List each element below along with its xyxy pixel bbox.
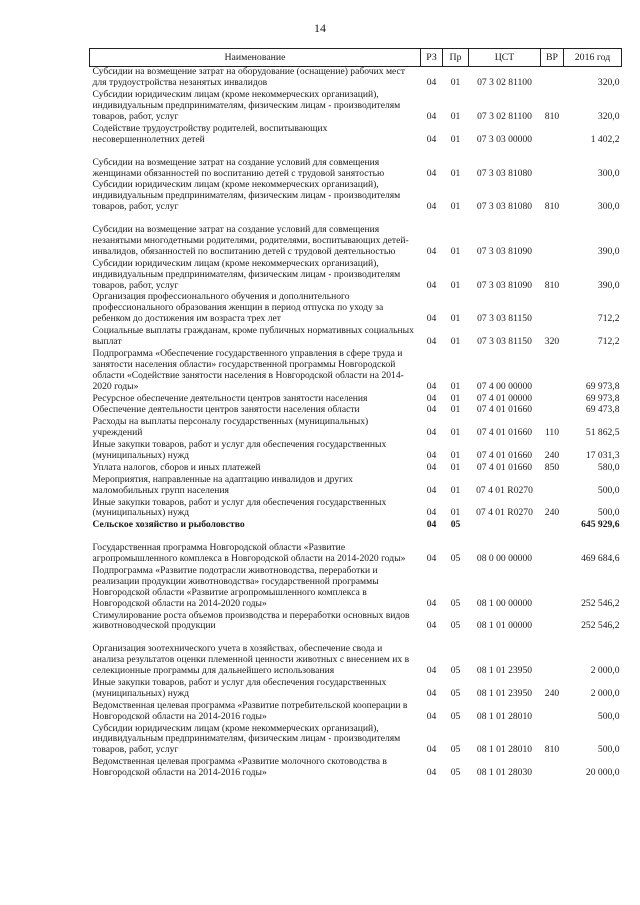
row-cst: 07 3 03 81080 (476, 167, 533, 179)
table-row (90, 416, 622, 439)
row-vr: 320 (544, 336, 560, 348)
row-rz: 04 (426, 484, 437, 496)
row-pr: 01 (450, 461, 461, 473)
row-cst: 08 1 00 00000 (476, 597, 533, 609)
table-row (90, 497, 622, 520)
row-rz: 04 (426, 77, 437, 89)
row-cst: 08 1 01 28030 (476, 767, 533, 779)
row-vr (541, 700, 564, 723)
row-pr: 01 (450, 201, 461, 213)
row-pr: 01 (450, 404, 461, 416)
row-amount: 500,0 (597, 710, 620, 722)
table-row (90, 404, 622, 416)
table-row (90, 393, 622, 405)
row-pr: 01 (450, 245, 461, 257)
row-cst: 07 4 01 R0270 (476, 507, 533, 519)
row-pr: 01 (450, 484, 461, 496)
table-row (90, 474, 622, 497)
row-vr (541, 519, 564, 531)
row-rz: 04 (426, 245, 437, 257)
row-rz: 04 (426, 392, 437, 404)
row-pr: 01 (450, 279, 461, 291)
row-name: Иные закупки товаров, работ и услуг для обеспечения государственных (муниципальных) нужд (92, 439, 387, 461)
row-vr (541, 531, 564, 565)
table-row (90, 439, 622, 462)
row-cst: 07 4 01 01660 (476, 427, 533, 439)
row-name: Субсидии на возмещение затрат на создание условий для совмещения незанятыми многодетными родителями, родителями, воспитывающих детей-инвалидов, обязанностей по воспитанию детей с трудовой деятельностью (92, 224, 409, 257)
row-pr: 01 (450, 133, 461, 145)
row-pr: 01 (450, 111, 461, 123)
row-vr (541, 213, 564, 258)
table-header-row (90, 49, 622, 67)
table-row (90, 610, 622, 633)
table-row (90, 258, 622, 292)
row-rz: 04 (426, 553, 437, 565)
row-amount: 300,0 (597, 201, 620, 213)
row-rz: 04 (426, 597, 437, 609)
header-name: Наименование (90, 49, 421, 67)
row-cst: 07 4 01 01660 (476, 404, 533, 416)
table-row (90, 291, 622, 325)
row-name: Уплата налогов, сборов и иных платежей (92, 461, 261, 473)
row-name: Мероприятия, направленные на адаптацию инвалидов и других маломобильных групп населения (92, 473, 353, 496)
row-cst: 07 4 01 R0270 (476, 484, 533, 496)
row-rz: 04 (426, 279, 437, 291)
table-row (90, 179, 622, 213)
row-pr: 05 (450, 553, 461, 565)
row-pr: 01 (450, 167, 461, 179)
row-cst (469, 519, 541, 531)
row-cst: 07 4 01 01660 (476, 461, 533, 473)
row-amount: 69 973,8 (585, 392, 620, 404)
row-name: Субсидии юридическим лицам (кроме некоммерческих организаций), индивидуальным предпринимателям, физическим лицам - производителям товаров, работ, услуг (92, 257, 401, 291)
row-amount: 252 546,2 (581, 620, 620, 632)
row-pr: 01 (450, 380, 461, 392)
row-pr: 05 (450, 519, 461, 531)
row-pr: 01 (450, 313, 461, 325)
row-rz: 04 (426, 111, 437, 123)
row-cst: 07 3 02 81100 (477, 111, 532, 123)
row-rz: 04 (426, 744, 437, 756)
row-amount: 252 546,2 (581, 597, 620, 609)
row-pr: 05 (450, 767, 461, 779)
header-rz: РЗ (421, 49, 443, 67)
row-amount: 1 402,2 (590, 133, 620, 145)
row-name: Содействие трудоустройству родителей, воспитывающих несовершеннолетних детей (92, 122, 328, 145)
row-vr (541, 632, 564, 677)
row-pr: 05 (450, 665, 461, 677)
row-vr: 240 (544, 687, 560, 699)
row-name: Подпрограмма «Обеспечение государственного управления в сфере труда и занятости населения области» государственной программы Новгородской области «Содействие занятости населения в Новгородской области на 2014-2020 годы» (92, 347, 404, 392)
table-row (90, 723, 622, 757)
row-amount: 469 684,6 (581, 553, 620, 565)
row-amount: 2 000,0 (590, 665, 620, 677)
budget-table (89, 48, 622, 779)
row-rz: 04 (426, 767, 437, 779)
row-name: Иные закупки товаров, работ и услуг для обеспечения государственных (муниципальных) нужд (92, 676, 387, 699)
table-row (90, 67, 622, 90)
row-vr (541, 123, 564, 146)
row-pr: 01 (450, 449, 461, 461)
row-vr (541, 610, 564, 633)
row-amount: 2 000,0 (590, 687, 620, 699)
row-pr: 05 (450, 710, 461, 722)
row-rz: 04 (426, 507, 437, 519)
row-vr (541, 565, 564, 610)
row-vr: 810 (544, 201, 560, 213)
row-cst: 07 4 01 01660 (476, 449, 533, 461)
table-row (90, 325, 622, 348)
row-cst: 07 3 03 81090 (476, 245, 533, 257)
row-amount: 300,0 (597, 167, 620, 179)
row-rz: 04 (426, 313, 437, 325)
row-rz: 04 (426, 201, 437, 213)
row-amount: 51 862,5 (585, 427, 620, 439)
table-row (90, 565, 622, 610)
row-vr (541, 404, 564, 416)
row-rz: 04 (426, 380, 437, 392)
row-rz: 04 (426, 620, 437, 632)
row-name: Организация зоотехнического учета в хозяйствах, обеспечение свода и анализа результатов оценки племенной ценности животных с внесением их в селекционные программы для дальнейшего использования (92, 643, 410, 677)
row-pr: 01 (450, 336, 461, 348)
row-amount: 500,0 (597, 744, 620, 756)
row-name: Социальные выплаты гражданам, кроме публичных нормативных социальных выплат (92, 325, 414, 348)
row-name: Ресурсное обеспечение деятельности центров занятости населения (92, 392, 368, 404)
header-pr: Пр (443, 49, 469, 67)
row-name: Субсидии на возмещение затрат на создание условий для совмещения женщинами обязанностей по воспитанию детей с трудовой занятостью (92, 156, 385, 179)
row-vr: 810 (544, 111, 560, 123)
table-row (90, 348, 622, 393)
table-row (90, 756, 622, 779)
row-rz: 04 (426, 167, 437, 179)
row-amount: 390,0 (597, 245, 620, 257)
row-pr: 01 (450, 507, 461, 519)
table-body (90, 67, 622, 780)
row-name: Субсидии юридическим лицам (кроме некоммерческих организаций), индивидуальным предпринимателям, физическим лицам - производителям товаров, работ, услуг (92, 179, 401, 213)
row-amount: 69 973,8 (585, 380, 620, 392)
table-row (90, 632, 622, 677)
row-vr: 240 (544, 449, 560, 461)
table-row (90, 89, 622, 123)
row-name: Сельское хозяйство и рыболовство (92, 519, 245, 531)
row-amount: 712,2 (597, 336, 620, 348)
row-pr: 05 (450, 687, 461, 699)
row-vr: 110 (544, 427, 560, 439)
row-cst: 07 3 03 81150 (477, 336, 532, 348)
row-cst: 08 1 01 28010 (476, 744, 533, 756)
row-cst: 07 3 03 00000 (476, 133, 533, 145)
row-vr (541, 474, 564, 497)
row-amount: 20 000,0 (585, 767, 620, 779)
row-amount: 320,0 (597, 111, 620, 123)
row-vr: 810 (544, 279, 560, 291)
row-amount: 500,0 (597, 484, 620, 496)
row-vr (541, 756, 564, 779)
row-pr: 01 (450, 427, 461, 439)
row-vr: 850 (544, 461, 560, 473)
row-name: Ведомственная целевая программа «Развитие молочного скотоводства в Новгородской области на 2014-2016 годы» (92, 756, 387, 779)
row-pr: 05 (450, 744, 461, 756)
row-name: Государственная программа Новгородской области «Развитие агропромышленного комплекса в Новгородской области на 2014-2020 годы» (92, 542, 406, 565)
row-vr (541, 146, 564, 180)
row-amount: 500,0 (597, 507, 620, 519)
row-vr: 240 (544, 507, 560, 519)
header-cst: ЦСТ (469, 49, 541, 67)
row-cst: 08 1 01 00000 (476, 620, 533, 632)
row-rz: 04 (426, 427, 437, 439)
row-name: Ведомственная целевая программа «Развитие потребительской кооперации в Новгородской области на 2014-2016 годы» (92, 699, 408, 722)
row-name: Расходы на выплаты персоналу государственных (муниципальных) учреждений (92, 416, 369, 439)
row-amount: 580,0 (597, 461, 620, 473)
header-year: 2016 год (564, 49, 622, 67)
row-amount: 390,0 (597, 279, 620, 291)
row-cst: 07 3 03 81090 (476, 279, 533, 291)
row-name: Субсидии юридическим лицам (кроме некоммерческих организаций), индивидуальным предпринимателям, физическим лицам - производителям товаров, работ, услуг (92, 722, 401, 756)
row-cst: 07 4 00 00000 (476, 380, 533, 392)
row-rz: 04 (426, 461, 437, 473)
row-pr: 05 (450, 597, 461, 609)
row-cst: 08 1 01 28010 (476, 710, 533, 722)
header-vr: ВР (541, 49, 564, 67)
table-row (90, 677, 622, 700)
row-cst: 07 3 02 81100 (477, 77, 532, 89)
row-amount: 712,2 (597, 313, 620, 325)
row-amount: 645 929,6 (581, 519, 620, 531)
table-row (90, 146, 622, 180)
row-pr: 01 (450, 77, 461, 89)
row-rz: 04 (426, 710, 437, 722)
table-row (90, 123, 622, 146)
row-rz: 04 (426, 336, 437, 348)
table-row (90, 519, 622, 531)
row-name: Иные закупки товаров, работ и услуг для обеспечения государственных (муниципальных) нужд (92, 496, 387, 519)
row-name: Субсидии юридическим лицам (кроме некоммерческих организаций), индивидуальным предпринимателям, физическим лицам - производителям товаров, работ, услуг (92, 89, 401, 123)
table-row (90, 213, 622, 258)
row-amount: 320,0 (597, 77, 620, 89)
row-pr: 01 (450, 392, 461, 404)
row-rz: 04 (426, 404, 437, 416)
row-rz: 04 (426, 449, 437, 461)
row-cst: 07 3 03 81080 (476, 201, 533, 213)
row-cst: 08 1 01 23950 (476, 665, 533, 677)
row-name: Организация профессионального обучения и дополнительного профессионального образования женщин в период отпуска по уходу за ребенком до достижения им возраста трех лет (92, 291, 384, 325)
row-cst: 08 1 01 23950 (476, 687, 533, 699)
row-vr (541, 348, 564, 393)
row-vr (541, 291, 564, 325)
table-row (90, 531, 622, 565)
table-row (90, 700, 622, 723)
row-cst: 07 4 01 00000 (476, 392, 533, 404)
row-name: Стимулирование роста объемов производства и переработки основных видов животноводческой продукции (92, 609, 410, 632)
row-pr: 05 (450, 620, 461, 632)
row-amount: 17 031,3 (585, 449, 620, 461)
row-amount: 69 473,8 (585, 404, 620, 416)
row-rz: 04 (426, 519, 437, 531)
row-cst: 07 3 03 81150 (477, 313, 532, 325)
row-cst: 08 0 00 00000 (476, 553, 533, 565)
page-number: 14 (314, 21, 326, 35)
row-vr: 810 (544, 744, 560, 756)
row-name: Подпрограмма «Развитие подотрасли животноводства, переработки и реализации продукции животноводства» государственной программы Новгородской области «Развитие агропромышленного комплекса в Новгородской области на 2014-2020 годы» (92, 564, 379, 609)
row-vr (541, 393, 564, 405)
row-name: Субсидии на возмещение затрат на оборудование (оснащение) рабочих мест для трудоустройства незанятых инвалидов (92, 66, 405, 89)
row-rz: 04 (426, 665, 437, 677)
table-row (90, 462, 622, 474)
row-vr (541, 67, 564, 90)
row-rz: 04 (426, 687, 437, 699)
row-name: Обеспечение деятельности центров занятости населения области (92, 404, 360, 416)
row-rz: 04 (426, 133, 437, 145)
